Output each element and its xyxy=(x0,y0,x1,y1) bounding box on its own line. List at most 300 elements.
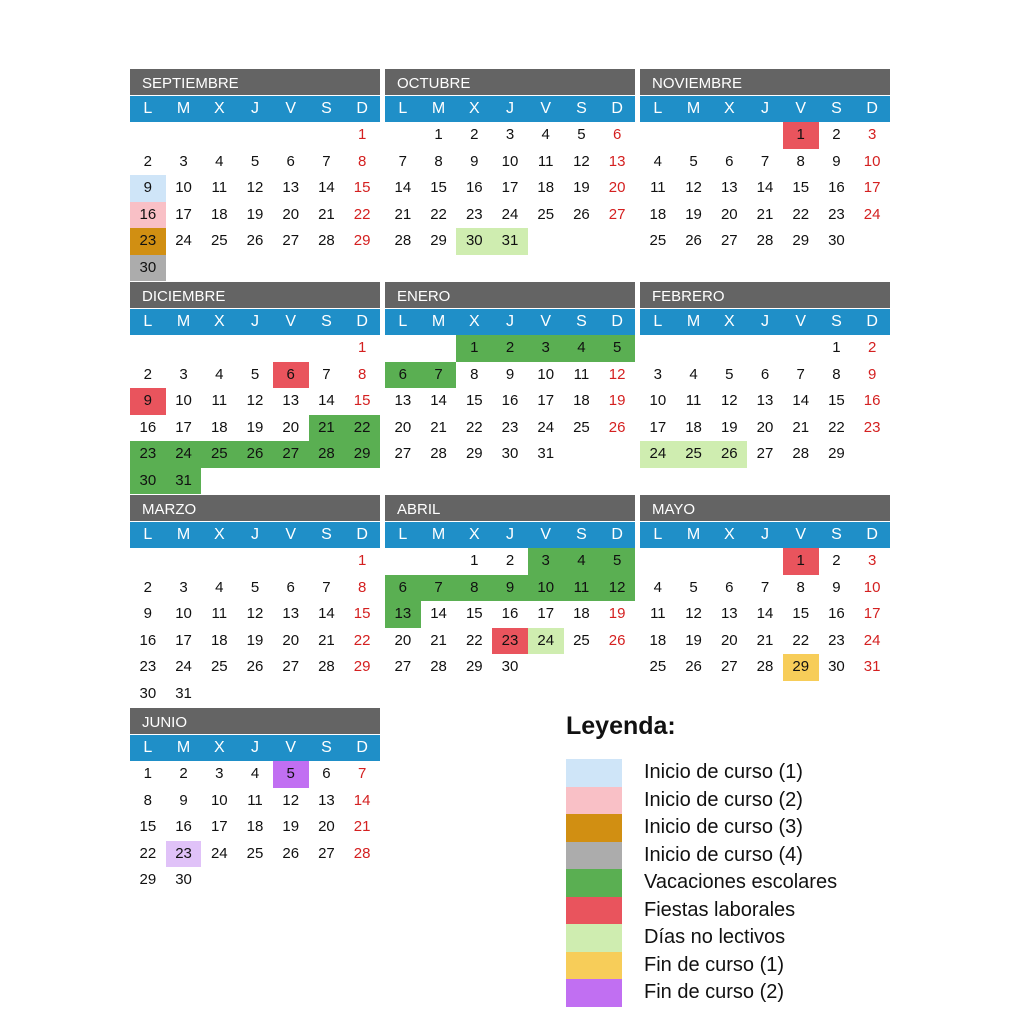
day-cell: 10 xyxy=(175,392,192,409)
day-cell: 24 xyxy=(175,658,192,675)
day-cell: 18 xyxy=(210,418,228,436)
weekday-label: L xyxy=(398,313,408,330)
weekday-header xyxy=(385,522,635,548)
day-cell: 26 xyxy=(282,844,300,862)
day-cell: 14 xyxy=(318,392,335,409)
day-cell: 14 xyxy=(394,179,412,196)
legend-swatch xyxy=(566,924,622,952)
day-cell: 27 xyxy=(608,205,626,223)
day-cell: 18 xyxy=(685,418,702,436)
month-febrero xyxy=(640,282,890,468)
day-cell: 31 xyxy=(166,468,202,495)
legend-swatch xyxy=(566,787,622,815)
weekday-label: V xyxy=(285,100,297,117)
day-cell: 12 xyxy=(246,605,264,622)
weekday-label: L xyxy=(653,313,663,330)
day-cell: 19 xyxy=(282,818,300,835)
day-cell: 3 xyxy=(653,365,663,383)
day-cell: 19 xyxy=(608,392,626,409)
weekday-label: S xyxy=(321,526,332,543)
day-cell: 26 xyxy=(246,232,264,249)
day-cell: 13 xyxy=(385,601,421,628)
day-cell: 16 xyxy=(130,202,166,229)
weekday-label: S xyxy=(321,100,332,117)
day-cell: 14 xyxy=(430,392,447,409)
weekday-label: L xyxy=(398,526,408,543)
empty-cell xyxy=(130,548,166,575)
day-cell: 16 xyxy=(465,179,483,196)
weekday-header xyxy=(385,309,635,335)
day-cell: 7 xyxy=(796,365,805,383)
day-cell: 5 xyxy=(250,152,260,170)
day-cell: 6 xyxy=(385,575,421,602)
day-cell: 7 xyxy=(421,362,457,389)
day-cell: 25 xyxy=(246,844,264,862)
day-cell: 11 xyxy=(650,605,666,622)
day-cell: 12 xyxy=(573,152,590,170)
day-cell: 4 xyxy=(653,152,663,170)
month-title: MAYO xyxy=(640,495,890,521)
day-cell: 23 xyxy=(465,205,483,223)
day-cell: 14 xyxy=(318,179,335,196)
empty-cell xyxy=(783,335,819,362)
day-cell: 14 xyxy=(353,791,371,809)
day-cell: 26 xyxy=(573,205,590,223)
day-cell: 29 xyxy=(353,232,371,249)
day-cell: 9 xyxy=(130,175,166,202)
day-cell: 3 xyxy=(867,126,877,143)
weekday-label: D xyxy=(356,313,368,330)
day-cell: 17 xyxy=(210,818,228,835)
day-cell: 12 xyxy=(608,365,626,383)
day-grid xyxy=(385,335,635,468)
month-title: FEBRERO xyxy=(640,282,890,308)
day-cell: 22 xyxy=(344,415,380,442)
day-cell: 24 xyxy=(175,232,192,249)
day-cell: 15 xyxy=(353,179,371,196)
day-cell: 11 xyxy=(537,152,554,170)
day-cell: 20 xyxy=(394,418,412,436)
day-cell: 17 xyxy=(863,605,881,622)
legend-swatch xyxy=(566,814,622,842)
legend-label: Fiestas laborales xyxy=(644,898,796,921)
day-cell: 25 xyxy=(210,658,228,675)
day-cell: 6 xyxy=(725,152,734,170)
day-cell: 30 xyxy=(175,871,192,888)
month-junio xyxy=(130,708,380,894)
day-cell: 5 xyxy=(273,761,309,788)
day-cell: 25 xyxy=(210,232,228,249)
empty-cell xyxy=(676,335,712,362)
day-cell: 1 xyxy=(783,548,819,575)
day-cell: 26 xyxy=(608,418,626,436)
day-cell: 7 xyxy=(357,765,367,782)
day-cell: 9 xyxy=(867,365,877,383)
day-cell: 10 xyxy=(175,179,192,196)
day-cell: 2 xyxy=(492,335,528,362)
day-cell: 7 xyxy=(421,575,457,602)
day-cell: 21 xyxy=(318,205,335,223)
day-cell: 24 xyxy=(166,441,202,468)
legend-swatch xyxy=(566,952,622,980)
legend-label: Fin de curso (1) xyxy=(644,953,785,976)
day-cell: 15 xyxy=(465,605,483,622)
legend-swatch xyxy=(566,979,622,1007)
day-cell: 19 xyxy=(246,631,264,649)
empty-cell xyxy=(385,335,421,362)
empty-cell xyxy=(747,122,783,149)
weekday-label: V xyxy=(285,739,297,756)
empty-cell xyxy=(640,548,676,575)
day-cell: 9 xyxy=(179,791,188,809)
day-cell: 27 xyxy=(720,658,738,675)
day-cell: 16 xyxy=(501,605,519,622)
day-cell: 12 xyxy=(685,179,702,196)
day-cell: 25 xyxy=(649,658,667,675)
weekday-label: J xyxy=(506,526,515,543)
day-cell: 18 xyxy=(210,205,228,223)
weekday-header xyxy=(130,96,380,122)
day-cell: 26 xyxy=(246,658,264,675)
weekday-label: J xyxy=(761,526,770,543)
day-cell: 13 xyxy=(394,392,412,409)
day-cell: 21 xyxy=(430,631,447,649)
legend-item xyxy=(566,869,837,897)
weekday-header xyxy=(130,309,380,335)
day-cell: 5 xyxy=(599,335,635,362)
day-cell: 3 xyxy=(179,578,188,596)
day-cell: 8 xyxy=(796,152,805,170)
weekday-label: J xyxy=(761,313,770,330)
day-cell: 10 xyxy=(528,575,564,602)
day-cell: 2 xyxy=(143,152,153,170)
day-cell: 5 xyxy=(725,365,734,383)
month-octubre xyxy=(385,69,635,255)
weekday-label: D xyxy=(356,739,368,756)
day-cell: 11 xyxy=(564,575,600,602)
weekday-label: X xyxy=(213,100,225,117)
day-cell: 12 xyxy=(685,605,702,622)
weekday-label: S xyxy=(321,739,332,756)
day-cell: 24 xyxy=(863,631,881,649)
weekday-label: L xyxy=(653,526,663,543)
weekday-label: V xyxy=(285,313,297,330)
day-cell: 21 xyxy=(353,818,371,835)
day-cell: 25 xyxy=(573,631,590,649)
day-cell: 10 xyxy=(649,392,667,409)
day-cell: 4 xyxy=(653,578,663,596)
day-cell: 20 xyxy=(720,631,738,649)
day-cell: 11 xyxy=(685,392,702,409)
weekday-label: L xyxy=(143,100,153,117)
day-cell: 23 xyxy=(492,628,528,655)
weekday-label: J xyxy=(761,100,770,117)
month-title: ABRIL xyxy=(385,495,635,521)
day-cell: 2 xyxy=(832,126,841,143)
day-cell: 8 xyxy=(357,578,367,596)
day-cell: 22 xyxy=(353,631,371,649)
day-cell: 1 xyxy=(357,126,367,143)
day-cell: 6 xyxy=(286,152,295,170)
day-cell: 5 xyxy=(250,365,260,383)
day-cell: 5 xyxy=(689,152,698,170)
empty-cell xyxy=(166,122,202,149)
day-cell: 30 xyxy=(456,228,492,255)
weekday-label: X xyxy=(468,313,480,330)
day-cell: 7 xyxy=(322,152,331,170)
day-cell: 3 xyxy=(179,365,188,383)
day-cell: 30 xyxy=(139,684,157,702)
weekday-label: X xyxy=(723,313,735,330)
day-cell: 2 xyxy=(179,765,188,782)
legend-item xyxy=(566,814,837,842)
day-cell: 4 xyxy=(250,765,260,782)
day-grid xyxy=(640,335,890,468)
day-grid xyxy=(640,548,890,681)
day-cell: 15 xyxy=(828,392,845,409)
day-cell: 13 xyxy=(282,392,300,409)
legend-item xyxy=(566,924,837,952)
day-cell: 2 xyxy=(867,339,877,356)
day-cell: 24 xyxy=(863,205,881,223)
day-cell: 22 xyxy=(465,418,483,436)
weekday-label: J xyxy=(251,739,260,756)
empty-cell xyxy=(711,548,747,575)
weekday-label: S xyxy=(831,313,842,330)
day-cell: 5 xyxy=(577,126,586,143)
day-cell: 29 xyxy=(353,658,371,675)
empty-cell xyxy=(711,122,747,149)
day-grid xyxy=(640,122,890,255)
day-cell: 6 xyxy=(273,362,309,389)
day-cell: 16 xyxy=(175,818,192,835)
day-cell: 1 xyxy=(357,339,367,356)
month-abril xyxy=(385,495,635,681)
day-cell: 8 xyxy=(456,575,492,602)
day-cell: 2 xyxy=(505,552,515,569)
day-cell: 9 xyxy=(832,152,841,170)
day-cell: 8 xyxy=(832,365,841,383)
day-cell: 1 xyxy=(470,552,479,569)
weekday-label: X xyxy=(468,100,480,117)
day-cell: 21 xyxy=(792,418,810,436)
weekday-label: D xyxy=(356,526,368,543)
day-cell: 24 xyxy=(210,844,228,862)
day-cell: 23 xyxy=(139,658,157,675)
day-cell: 9 xyxy=(470,152,479,170)
weekday-header xyxy=(130,735,380,761)
weekday-label: S xyxy=(831,526,842,543)
day-cell: 19 xyxy=(608,605,626,622)
day-cell: 20 xyxy=(608,179,626,196)
day-cell: 1 xyxy=(357,552,367,569)
day-cell: 27 xyxy=(756,445,774,462)
day-cell: 3 xyxy=(505,126,515,143)
day-cell: 5 xyxy=(250,578,260,596)
day-cell: 6 xyxy=(725,578,734,596)
day-cell: 10 xyxy=(863,152,881,170)
legend xyxy=(566,712,837,1007)
day-cell: 1 xyxy=(783,122,819,149)
legend-label: Inicio de curso (2) xyxy=(644,788,803,811)
day-cell: 31 xyxy=(175,684,192,702)
day-cell: 16 xyxy=(501,392,519,409)
day-cell: 19 xyxy=(685,205,702,223)
day-cell: 4 xyxy=(215,152,224,170)
day-cell: 24 xyxy=(537,418,555,436)
day-cell: 28 xyxy=(792,445,810,462)
month-mayo xyxy=(640,495,890,681)
day-cell: 1 xyxy=(832,339,841,356)
weekday-label: V xyxy=(540,100,552,117)
weekday-label: M xyxy=(176,526,191,543)
day-cell: 4 xyxy=(541,126,550,143)
day-cell: 27 xyxy=(394,445,412,462)
day-cell: 10 xyxy=(210,791,228,809)
day-cell: 13 xyxy=(608,152,626,170)
day-cell: 31 xyxy=(863,658,881,675)
weekday-label: X xyxy=(213,526,225,543)
weekday-label: L xyxy=(143,739,153,756)
empty-cell xyxy=(676,548,712,575)
empty-cell xyxy=(273,548,309,575)
day-cell: 17 xyxy=(501,179,519,196)
day-cell: 4 xyxy=(564,335,600,362)
day-cell: 18 xyxy=(649,631,667,649)
day-grid xyxy=(130,335,380,494)
day-cell: 20 xyxy=(394,631,412,649)
legend-label: Inicio de curso (4) xyxy=(644,843,803,866)
day-cell: 8 xyxy=(357,152,367,170)
legend-swatch xyxy=(566,869,622,897)
empty-cell xyxy=(237,548,273,575)
day-cell: 26 xyxy=(608,631,626,649)
empty-cell xyxy=(385,122,421,149)
empty-cell xyxy=(130,335,166,362)
day-cell: 8 xyxy=(796,578,805,596)
empty-cell xyxy=(385,548,421,575)
day-cell: 13 xyxy=(282,605,300,622)
day-cell: 7 xyxy=(760,578,770,596)
day-cell: 26 xyxy=(685,658,702,675)
empty-cell xyxy=(237,122,273,149)
day-cell: 13 xyxy=(756,392,774,409)
weekday-label: S xyxy=(576,313,587,330)
weekday-label: V xyxy=(540,526,552,543)
empty-cell xyxy=(640,122,676,149)
day-cell: 15 xyxy=(430,179,447,196)
weekday-label: X xyxy=(468,526,480,543)
day-cell: 28 xyxy=(318,232,335,249)
day-cell: 7 xyxy=(322,365,331,383)
day-cell: 11 xyxy=(211,179,228,196)
empty-cell xyxy=(747,548,783,575)
empty-cell xyxy=(130,122,166,149)
day-cell: 25 xyxy=(201,441,237,468)
weekday-header xyxy=(130,522,380,548)
day-cell: 9 xyxy=(130,388,166,415)
day-cell: 15 xyxy=(353,392,371,409)
month-diciembre xyxy=(130,282,380,494)
day-cell: 1 xyxy=(434,126,443,143)
day-cell: 27 xyxy=(282,658,300,675)
weekday-label: V xyxy=(540,313,552,330)
day-cell: 3 xyxy=(215,765,224,782)
legend-item xyxy=(566,897,837,925)
weekday-label: X xyxy=(213,739,225,756)
day-grid xyxy=(130,761,380,894)
day-cell: 12 xyxy=(720,392,738,409)
weekday-label: S xyxy=(576,526,587,543)
day-cell: 21 xyxy=(309,415,345,442)
day-cell: 6 xyxy=(612,126,622,143)
day-cell: 12 xyxy=(246,179,264,196)
day-cell: 18 xyxy=(573,392,590,409)
empty-cell xyxy=(201,548,237,575)
weekday-label: D xyxy=(611,526,623,543)
day-cell: 3 xyxy=(528,548,564,575)
day-cell: 27 xyxy=(273,441,309,468)
weekday-label: M xyxy=(431,313,446,330)
weekday-label: M xyxy=(686,100,701,117)
month-marzo xyxy=(130,495,380,707)
day-cell: 17 xyxy=(175,631,192,649)
day-cell: 30 xyxy=(501,658,519,675)
weekday-label: D xyxy=(611,100,623,117)
day-cell: 23 xyxy=(501,418,519,436)
empty-cell xyxy=(421,548,457,575)
month-enero xyxy=(385,282,635,468)
empty-cell xyxy=(166,335,202,362)
empty-cell xyxy=(640,335,676,362)
weekday-label: V xyxy=(795,313,807,330)
day-cell: 22 xyxy=(792,631,810,649)
day-cell: 29 xyxy=(783,654,819,681)
day-cell: 19 xyxy=(720,418,738,436)
legend-label: Fin de curso (2) xyxy=(644,981,785,1004)
day-cell: 12 xyxy=(282,791,300,809)
day-cell: 2 xyxy=(832,552,841,569)
month-title: MARZO xyxy=(130,495,380,521)
day-cell: 28 xyxy=(394,232,412,249)
month-septiembre xyxy=(130,69,380,281)
legend-swatch xyxy=(566,842,622,870)
legend-item xyxy=(566,952,837,980)
day-cell: 22 xyxy=(139,844,157,862)
empty-cell xyxy=(421,335,457,362)
day-cell: 15 xyxy=(792,179,810,196)
day-cell: 18 xyxy=(210,631,228,649)
day-cell: 11 xyxy=(247,791,263,809)
month-title: NOVIEMBRE xyxy=(640,69,890,95)
day-cell: 16 xyxy=(863,392,881,409)
day-cell: 4 xyxy=(564,548,600,575)
legend-swatch xyxy=(566,759,622,787)
day-cell: 28 xyxy=(756,232,774,249)
day-cell: 4 xyxy=(215,365,224,383)
weekday-label: M xyxy=(176,739,191,756)
weekday-label: L xyxy=(143,526,153,543)
day-cell: 27 xyxy=(394,658,412,675)
day-grid xyxy=(385,122,635,255)
empty-cell xyxy=(273,122,309,149)
empty-cell xyxy=(747,335,783,362)
day-cell: 19 xyxy=(573,179,590,196)
day-cell: 29 xyxy=(430,232,447,249)
weekday-label: M xyxy=(176,313,191,330)
day-cell: 22 xyxy=(465,631,483,649)
weekday-label: L xyxy=(398,100,408,117)
